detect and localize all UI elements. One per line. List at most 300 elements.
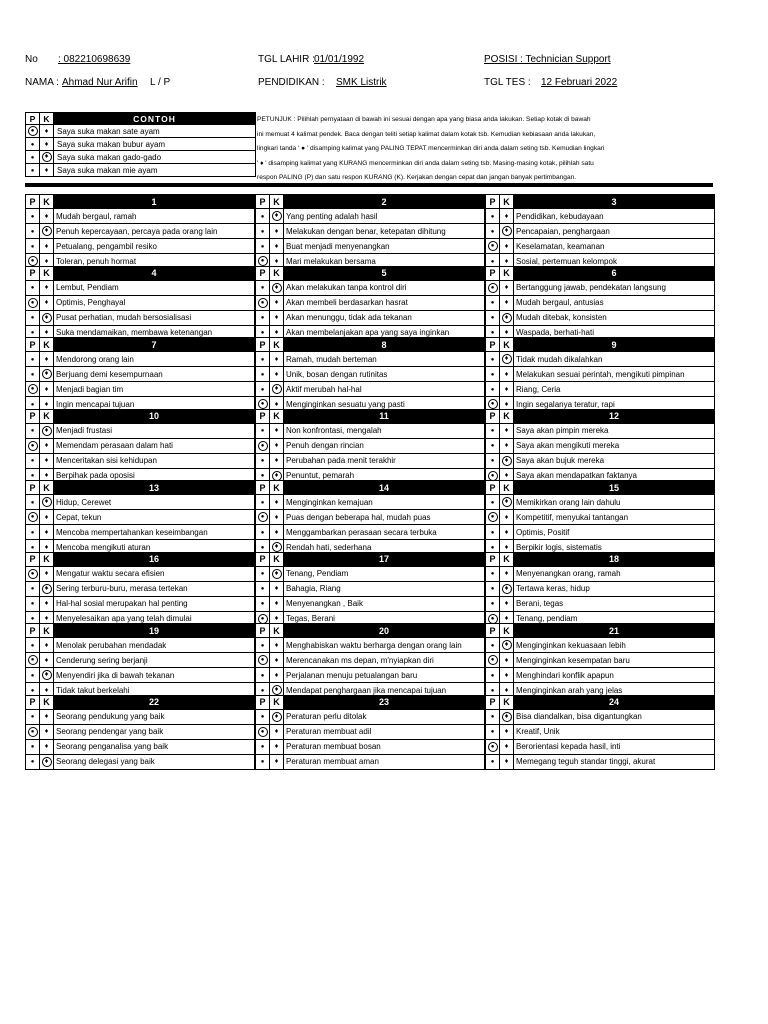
k-option-cell[interactable] [40,310,54,325]
paling-marker-dot-icon[interactable] [258,498,267,507]
k-option-cell[interactable] [40,423,54,438]
paling-marker-dot-icon[interactable] [28,498,37,507]
kurang-marker-diamond-icon[interactable] [502,385,511,394]
k-option-cell[interactable] [40,495,54,510]
kurang-marker-diamond-icon[interactable] [42,727,51,736]
kurang-marker-diamond-icon[interactable] [502,212,511,221]
k-option-cell[interactable] [500,352,514,367]
k-option-cell[interactable] [270,438,284,453]
p-option-cell[interactable] [486,638,500,653]
p-option-cell[interactable] [26,566,40,581]
paling-marker-dot-icon[interactable] [488,641,497,650]
paling-marker-dot-icon[interactable] [258,385,267,394]
p-option-cell[interactable] [256,525,270,540]
paling-marker-circled-icon[interactable] [488,283,498,293]
k-option-cell[interactable] [500,295,514,310]
paling-marker-dot-icon[interactable] [488,671,497,680]
example-p-cell[interactable] [26,151,40,164]
paling-marker-dot-icon[interactable] [258,242,267,251]
kurang-marker-diamond-icon[interactable] [502,656,511,665]
kurang-marker-diamond-icon[interactable] [272,441,281,450]
k-option-cell[interactable] [270,510,284,525]
p-option-cell[interactable] [26,367,40,382]
p-option-cell[interactable] [256,280,270,295]
p-option-cell[interactable] [26,510,40,525]
p-option-cell[interactable] [486,754,500,769]
kurang-marker-diamond-icon[interactable] [272,426,281,435]
paling-marker-circled-icon[interactable] [28,655,38,665]
k-option-cell[interactable] [500,438,514,453]
k-option-cell[interactable] [40,352,54,367]
p-option-cell[interactable] [26,382,40,397]
k-option-cell[interactable] [500,239,514,254]
k-option-cell[interactable] [270,581,284,596]
example-p-cell[interactable] [26,164,40,177]
kurang-marker-diamond-icon[interactable] [272,584,281,593]
kurang-marker-circled-icon[interactable] [272,283,282,293]
paling-marker-dot-icon[interactable] [488,370,497,379]
kurang-marker-diamond-icon[interactable] [42,456,51,465]
kurang-marker-circled-icon[interactable] [502,640,512,650]
p-option-cell[interactable] [486,423,500,438]
paling-marker-dot-icon[interactable] [258,641,267,650]
p-option-cell[interactable] [26,653,40,668]
k-option-cell[interactable] [500,566,514,581]
kurang-marker-circled-icon[interactable] [42,369,52,379]
kurang-marker-diamond-icon[interactable] [42,656,51,665]
p-option-cell[interactable] [26,724,40,739]
p-option-cell[interactable] [256,382,270,397]
kurang-marker-diamond-icon[interactable] [272,742,281,751]
k-option-cell[interactable] [40,709,54,724]
p-option-cell[interactable] [26,581,40,596]
kurang-marker-diamond-icon[interactable] [272,370,281,379]
k-option-cell[interactable] [270,495,284,510]
k-option-cell[interactable] [40,581,54,596]
paling-marker-dot-icon[interactable] [258,742,267,751]
k-option-cell[interactable] [500,495,514,510]
p-option-cell[interactable] [26,209,40,224]
kurang-marker-diamond-icon[interactable] [272,656,281,665]
k-option-cell[interactable] [500,638,514,653]
p-option-cell[interactable] [26,280,40,295]
paling-marker-dot-icon[interactable] [28,456,37,465]
k-option-cell[interactable] [270,310,284,325]
k-option-cell[interactable] [270,668,284,683]
paling-marker-dot-icon[interactable] [488,727,497,736]
kurang-marker-diamond-icon[interactable] [502,370,511,379]
p-option-cell[interactable] [256,367,270,382]
k-option-cell[interactable] [270,367,284,382]
k-option-cell[interactable] [40,525,54,540]
p-option-cell[interactable] [26,668,40,683]
k-option-cell[interactable] [40,453,54,468]
example-k-cell[interactable] [40,164,54,177]
kurang-marker-circled-icon[interactable] [272,211,282,221]
kurang-marker-diamond-icon[interactable] [272,641,281,650]
p-option-cell[interactable] [486,224,500,239]
k-option-cell[interactable] [270,525,284,540]
paling-marker-dot-icon[interactable] [488,599,497,608]
paling-marker-circled-icon[interactable] [28,569,38,579]
p-option-cell[interactable] [26,438,40,453]
k-option-cell[interactable] [270,453,284,468]
paling-marker-dot-icon[interactable] [28,212,37,221]
paling-marker-dot-icon[interactable] [488,355,497,364]
paling-marker-dot-icon[interactable] [28,641,37,650]
kurang-marker-diamond-icon[interactable] [502,513,511,522]
kurang-marker-diamond-icon[interactable] [502,757,511,766]
p-option-cell[interactable] [26,739,40,754]
kurang-marker-circled-icon[interactable] [272,569,282,579]
k-option-cell[interactable] [500,209,514,224]
paling-marker-dot-icon[interactable] [488,441,497,450]
kurang-marker-circled-icon[interactable] [42,313,52,323]
p-option-cell[interactable] [256,438,270,453]
p-option-cell[interactable] [256,423,270,438]
k-option-cell[interactable] [270,423,284,438]
k-option-cell[interactable] [500,310,514,325]
paling-marker-circled-icon[interactable] [258,298,268,308]
paling-marker-circled-icon[interactable] [28,384,38,394]
paling-marker-circled-icon[interactable] [28,727,38,737]
p-option-cell[interactable] [256,581,270,596]
paling-marker-dot-icon[interactable] [258,212,267,221]
paling-marker-circled-icon[interactable] [28,512,38,522]
paling-marker-dot-icon[interactable] [258,355,267,364]
kurang-marker-diamond-icon[interactable] [42,712,51,721]
paling-marker-dot-icon[interactable] [258,584,267,593]
paling-marker-dot-icon[interactable] [28,584,37,593]
kurang-marker-diamond-icon[interactable] [42,441,51,450]
paling-marker-dot-icon[interactable] [28,671,37,680]
kurang-marker-diamond-icon[interactable] [42,385,51,394]
p-option-cell[interactable] [486,310,500,325]
paling-marker-dot-icon[interactable] [258,569,267,578]
kurang-marker-circled-icon[interactable] [272,712,282,722]
kurang-marker-circled-icon[interactable] [42,757,52,767]
p-option-cell[interactable] [486,367,500,382]
k-option-cell[interactable] [500,367,514,382]
kurang-marker-diamond-icon[interactable] [272,513,281,522]
kurang-marker-diamond-icon[interactable] [502,528,511,537]
p-option-cell[interactable] [486,453,500,468]
k-option-cell[interactable] [40,653,54,668]
k-option-cell[interactable] [270,209,284,224]
p-option-cell[interactable] [486,668,500,683]
p-option-cell[interactable] [486,525,500,540]
example-k-cell[interactable] [40,125,54,138]
paling-marker-circled-icon[interactable] [28,298,38,308]
paling-marker-dot-icon[interactable] [488,757,497,766]
paling-marker-dot-icon[interactable] [28,166,37,175]
paling-marker-dot-icon[interactable] [28,426,37,435]
p-option-cell[interactable] [486,352,500,367]
p-option-cell[interactable] [26,310,40,325]
paling-marker-dot-icon[interactable] [28,140,37,149]
p-option-cell[interactable] [486,209,500,224]
k-option-cell[interactable] [40,566,54,581]
p-option-cell[interactable] [256,739,270,754]
p-option-cell[interactable] [256,209,270,224]
kurang-marker-diamond-icon[interactable] [502,599,511,608]
paling-marker-circled-icon[interactable] [258,727,268,737]
kurang-marker-diamond-icon[interactable] [502,298,511,307]
kurang-marker-circled-icon[interactable] [42,226,52,236]
p-option-cell[interactable] [486,510,500,525]
paling-marker-dot-icon[interactable] [28,313,37,322]
k-option-cell[interactable] [270,653,284,668]
p-option-cell[interactable] [26,423,40,438]
paling-marker-circled-icon[interactable] [488,742,498,752]
kurang-marker-diamond-icon[interactable] [42,298,51,307]
paling-marker-dot-icon[interactable] [488,298,497,307]
kurang-marker-circled-icon[interactable] [502,456,512,466]
k-option-cell[interactable] [40,239,54,254]
paling-marker-dot-icon[interactable] [258,313,267,322]
k-option-cell[interactable] [500,453,514,468]
kurang-marker-diamond-icon[interactable] [502,441,511,450]
kurang-marker-circled-icon[interactable] [502,226,512,236]
kurang-marker-diamond-icon[interactable] [42,127,51,136]
kurang-marker-diamond-icon[interactable] [42,283,51,292]
kurang-marker-diamond-icon[interactable] [502,242,511,251]
k-option-cell[interactable] [270,224,284,239]
k-option-cell[interactable] [40,224,54,239]
k-option-cell[interactable] [500,525,514,540]
kurang-marker-diamond-icon[interactable] [42,242,51,251]
paling-marker-dot-icon[interactable] [488,212,497,221]
paling-marker-circled-icon[interactable] [488,241,498,251]
k-option-cell[interactable] [270,352,284,367]
k-option-cell[interactable] [270,709,284,724]
paling-marker-dot-icon[interactable] [258,712,267,721]
paling-marker-circled-icon[interactable] [488,655,498,665]
paling-marker-circled-icon[interactable] [258,512,268,522]
k-option-cell[interactable] [500,709,514,724]
k-option-cell[interactable] [270,739,284,754]
p-option-cell[interactable] [26,525,40,540]
p-option-cell[interactable] [256,668,270,683]
paling-marker-dot-icon[interactable] [28,227,37,236]
kurang-marker-circled-icon[interactable] [42,497,52,507]
p-option-cell[interactable] [26,224,40,239]
kurang-marker-circled-icon[interactable] [502,497,512,507]
p-option-cell[interactable] [256,352,270,367]
k-option-cell[interactable] [270,638,284,653]
p-option-cell[interactable] [256,754,270,769]
k-option-cell[interactable] [500,382,514,397]
kurang-marker-diamond-icon[interactable] [272,528,281,537]
kurang-marker-circled-icon[interactable] [502,584,512,594]
paling-marker-dot-icon[interactable] [28,283,37,292]
paling-marker-circled-icon[interactable] [258,655,268,665]
k-option-cell[interactable] [270,295,284,310]
k-option-cell[interactable] [40,438,54,453]
example-k-cell[interactable] [40,138,54,151]
p-option-cell[interactable] [26,239,40,254]
p-option-cell[interactable] [486,709,500,724]
kurang-marker-diamond-icon[interactable] [272,242,281,251]
paling-marker-dot-icon[interactable] [258,456,267,465]
paling-marker-dot-icon[interactable] [488,528,497,537]
k-option-cell[interactable] [40,209,54,224]
kurang-marker-circled-icon[interactable] [42,584,52,594]
paling-marker-circled-icon[interactable] [28,441,38,451]
p-option-cell[interactable] [256,638,270,653]
p-option-cell[interactable] [256,310,270,325]
k-option-cell[interactable] [40,295,54,310]
paling-marker-dot-icon[interactable] [258,671,267,680]
kurang-marker-diamond-icon[interactable] [272,671,281,680]
paling-marker-dot-icon[interactable] [258,426,267,435]
p-option-cell[interactable] [256,724,270,739]
kurang-marker-diamond-icon[interactable] [42,355,51,364]
k-option-cell[interactable] [500,510,514,525]
p-option-cell[interactable] [256,239,270,254]
paling-marker-dot-icon[interactable] [258,528,267,537]
p-option-cell[interactable] [256,510,270,525]
kurang-marker-diamond-icon[interactable] [42,641,51,650]
paling-marker-circled-icon[interactable] [28,126,38,136]
k-option-cell[interactable] [500,653,514,668]
p-option-cell[interactable] [486,382,500,397]
kurang-marker-circled-icon[interactable] [42,670,52,680]
k-option-cell[interactable] [40,382,54,397]
k-option-cell[interactable] [40,596,54,611]
kurang-marker-diamond-icon[interactable] [42,166,51,175]
p-option-cell[interactable] [486,724,500,739]
k-option-cell[interactable] [500,724,514,739]
k-option-cell[interactable] [270,239,284,254]
p-option-cell[interactable] [26,754,40,769]
paling-marker-dot-icon[interactable] [488,313,497,322]
paling-marker-circled-icon[interactable] [258,441,268,451]
paling-marker-dot-icon[interactable] [258,757,267,766]
kurang-marker-circled-icon[interactable] [42,152,52,162]
k-option-cell[interactable] [500,668,514,683]
p-option-cell[interactable] [486,581,500,596]
kurang-marker-diamond-icon[interactable] [502,742,511,751]
paling-marker-dot-icon[interactable] [28,599,37,608]
k-option-cell[interactable] [500,581,514,596]
kurang-marker-diamond-icon[interactable] [272,727,281,736]
kurang-marker-diamond-icon[interactable] [272,355,281,364]
p-option-cell[interactable] [256,653,270,668]
p-option-cell[interactable] [26,709,40,724]
k-option-cell[interactable] [500,280,514,295]
k-option-cell[interactable] [40,510,54,525]
p-option-cell[interactable] [256,453,270,468]
kurang-marker-diamond-icon[interactable] [272,599,281,608]
p-option-cell[interactable] [486,739,500,754]
p-option-cell[interactable] [256,495,270,510]
p-option-cell[interactable] [256,596,270,611]
kurang-marker-diamond-icon[interactable] [272,298,281,307]
paling-marker-dot-icon[interactable] [488,712,497,721]
kurang-marker-diamond-icon[interactable] [272,227,281,236]
kurang-marker-diamond-icon[interactable] [42,569,51,578]
paling-marker-dot-icon[interactable] [488,227,497,236]
paling-marker-dot-icon[interactable] [488,584,497,593]
kurang-marker-diamond-icon[interactable] [272,313,281,322]
k-option-cell[interactable] [40,280,54,295]
k-option-cell[interactable] [40,739,54,754]
example-p-cell[interactable] [26,138,40,151]
kurang-marker-diamond-icon[interactable] [272,456,281,465]
k-option-cell[interactable] [500,739,514,754]
paling-marker-dot-icon[interactable] [488,569,497,578]
p-option-cell[interactable] [256,295,270,310]
k-option-cell[interactable] [270,754,284,769]
k-option-cell[interactable] [40,638,54,653]
paling-marker-dot-icon[interactable] [258,227,267,236]
paling-marker-dot-icon[interactable] [28,153,37,162]
kurang-marker-diamond-icon[interactable] [42,212,51,221]
kurang-marker-circled-icon[interactable] [502,712,512,722]
kurang-marker-diamond-icon[interactable] [502,569,511,578]
example-p-cell[interactable] [26,125,40,138]
kurang-marker-circled-icon[interactable] [502,313,512,323]
p-option-cell[interactable] [486,596,500,611]
k-option-cell[interactable] [270,382,284,397]
k-option-cell[interactable] [500,596,514,611]
kurang-marker-diamond-icon[interactable] [502,727,511,736]
paling-marker-dot-icon[interactable] [28,355,37,364]
paling-marker-dot-icon[interactable] [28,742,37,751]
p-option-cell[interactable] [26,453,40,468]
paling-marker-dot-icon[interactable] [488,385,497,394]
k-option-cell[interactable] [40,724,54,739]
paling-marker-dot-icon[interactable] [28,712,37,721]
k-option-cell[interactable] [500,423,514,438]
paling-marker-dot-icon[interactable] [28,370,37,379]
kurang-marker-circled-icon[interactable] [272,384,282,394]
paling-marker-dot-icon[interactable] [488,456,497,465]
kurang-marker-diamond-icon[interactable] [272,498,281,507]
p-option-cell[interactable] [26,352,40,367]
k-option-cell[interactable] [40,367,54,382]
p-option-cell[interactable] [486,653,500,668]
p-option-cell[interactable] [486,495,500,510]
kurang-marker-diamond-icon[interactable] [502,426,511,435]
k-option-cell[interactable] [270,280,284,295]
p-option-cell[interactable] [26,295,40,310]
paling-marker-dot-icon[interactable] [488,426,497,435]
kurang-marker-circled-icon[interactable] [42,426,52,436]
p-option-cell[interactable] [26,596,40,611]
p-option-cell[interactable] [486,280,500,295]
k-option-cell[interactable] [500,224,514,239]
paling-marker-dot-icon[interactable] [28,242,37,251]
kurang-marker-diamond-icon[interactable] [42,599,51,608]
paling-marker-dot-icon[interactable] [28,757,37,766]
paling-marker-dot-icon[interactable] [488,498,497,507]
paling-marker-circled-icon[interactable] [488,512,498,522]
p-option-cell[interactable] [26,638,40,653]
paling-marker-dot-icon[interactable] [258,283,267,292]
kurang-marker-circled-icon[interactable] [502,354,512,364]
k-option-cell[interactable] [270,724,284,739]
kurang-marker-diamond-icon[interactable] [502,283,511,292]
p-option-cell[interactable] [256,224,270,239]
kurang-marker-diamond-icon[interactable] [42,140,51,149]
kurang-marker-diamond-icon[interactable] [42,742,51,751]
k-option-cell[interactable] [40,754,54,769]
k-option-cell[interactable] [270,566,284,581]
paling-marker-dot-icon[interactable] [258,370,267,379]
p-option-cell[interactable] [256,566,270,581]
